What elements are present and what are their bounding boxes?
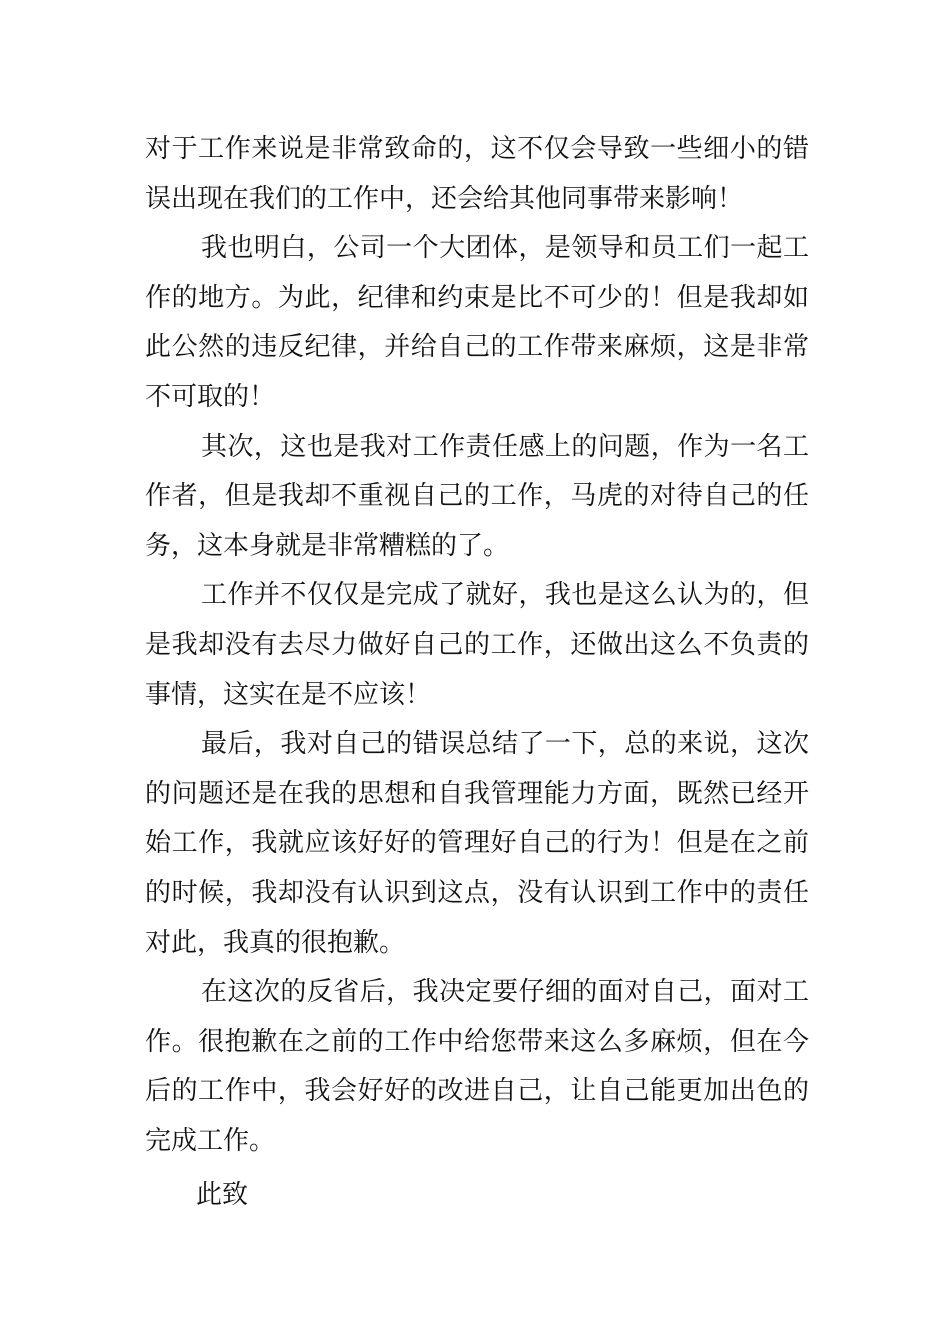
closing-salutation: 此致 bbox=[196, 1180, 249, 1210]
text-line: 作的地方。为此，纪律和约束是比不可少的！但是我却如 bbox=[145, 282, 809, 313]
text-line: 的问题还是在我的思想和自我管理能力方面，既然已经开 bbox=[145, 778, 809, 809]
paragraph-first-line: 在这次的反省后，我决定要仔细的面对自己，面对工 bbox=[201, 977, 809, 1008]
text-line: 完成工作。 bbox=[145, 1125, 276, 1156]
text-line: 后的工作中，我会好好的改进自己，让自己能更加出色的 bbox=[145, 1076, 809, 1107]
text-line: 的时候，我却没有认识到这点，没有认识到工作中的责任 bbox=[145, 877, 809, 908]
text-line: 此公然的违反纪律，并给自己的工作带来麻烦，这是非常 bbox=[145, 332, 809, 363]
text-line: 对此，我真的很抱歉。 bbox=[145, 927, 406, 958]
text-line: 作者，但是我却不重视自己的工作，马虎的对待自己的任 bbox=[145, 481, 809, 512]
paragraph-first-line: 其次，这也是我对工作责任感上的问题，作为一名工 bbox=[201, 431, 809, 462]
letter-body bbox=[145, 125, 809, 1166]
text-line: 务，这本身就是非常糟糕的了。 bbox=[145, 530, 510, 561]
paragraph-first-line: 我也明白，公司一个大团体，是领导和员工们一起工 bbox=[201, 233, 809, 264]
text-line: 是我却没有去尽力做好自己的工作，还做出这么不负责的 bbox=[145, 629, 809, 660]
paragraph-first-line: 最后，我对自己的错误总结了一下，总的来说，这次 bbox=[201, 729, 809, 760]
text-line: 作。很抱歉在之前的工作中给您带来这么多麻烦，但在今 bbox=[145, 1026, 809, 1057]
text-line: 始工作，我就应该好好的管理好自己的行为！但是在之前 bbox=[145, 828, 809, 859]
paragraph-first-line: 工作并不仅仅是完成了就好，我也是这么认为的，但 bbox=[201, 580, 809, 611]
text-line: 误出现在我们的工作中，还会给其他同事带来影响！ bbox=[145, 183, 744, 214]
text-line: 对于工作来说是非常致命的，这不仅会导致一些细小的错 bbox=[145, 134, 809, 164]
text-line: 事情，这实在是不应该！ bbox=[145, 679, 432, 710]
text-line: 不可取的！ bbox=[145, 381, 276, 412]
